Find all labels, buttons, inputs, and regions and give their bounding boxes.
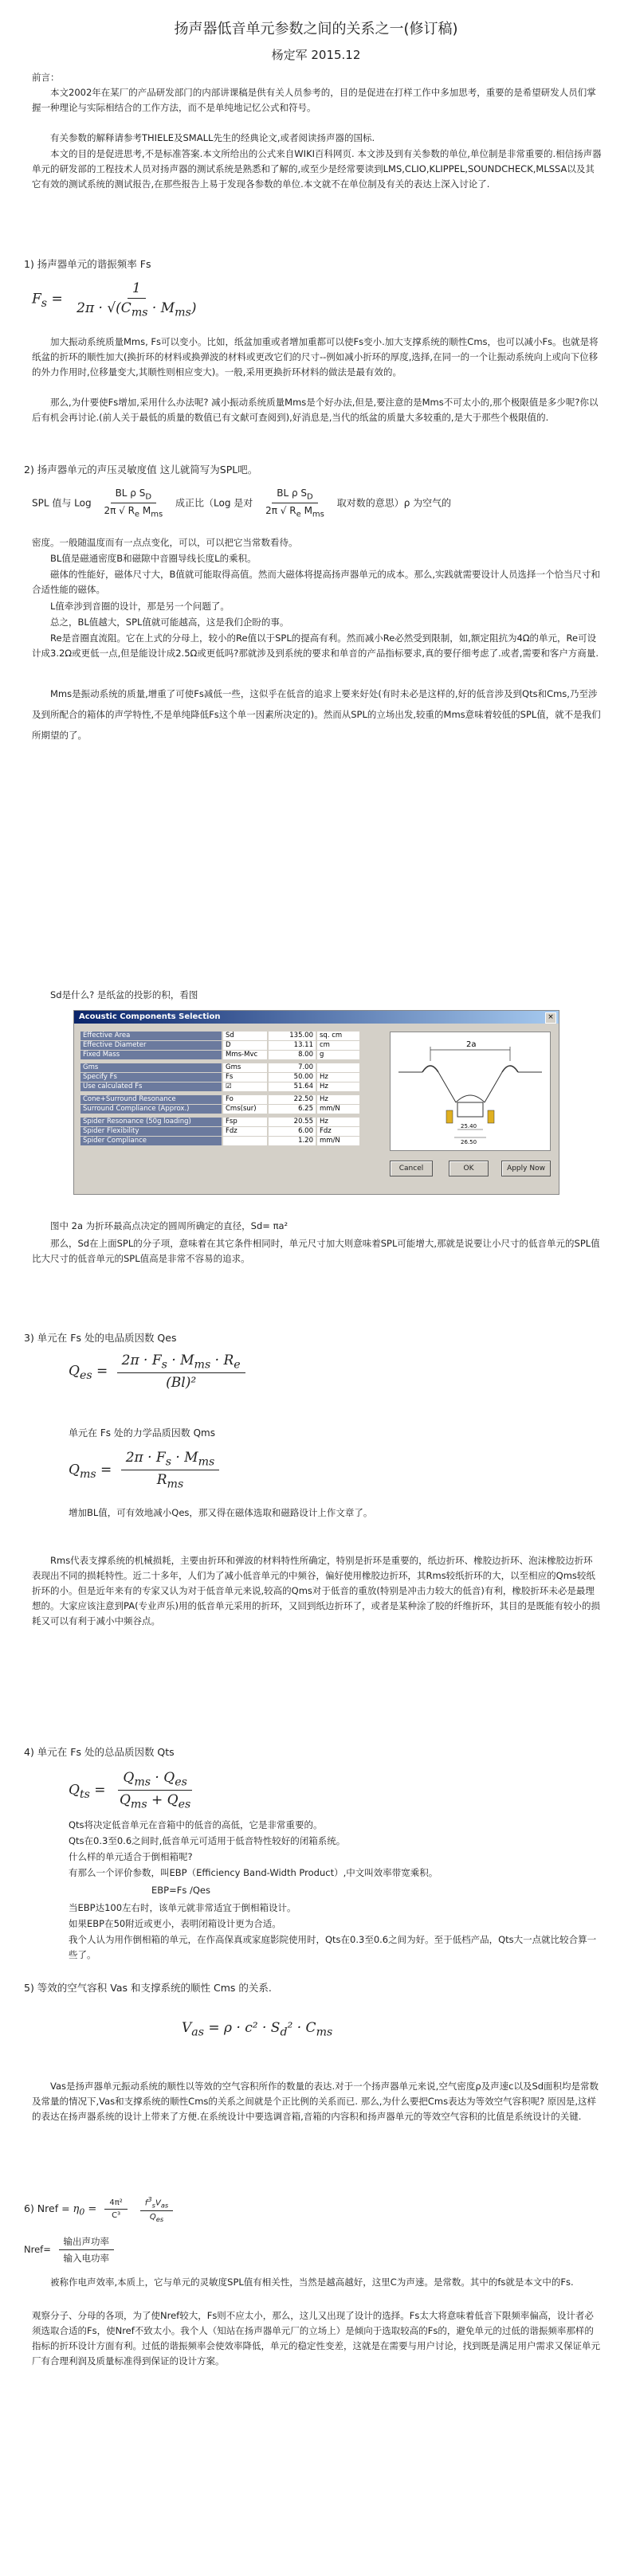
spl-relation: SPL 值与 Log $\frac{BL \rho S_D}{2\pi √ R_e M_{ms}}$ 成正比（Log 是对 $\frac{BL \rho S_D}{2\pi √ R_e M_{ms}}$ 取对数的意思）ρ 为空气的 (32, 487, 452, 519)
section-4-paragraph-3: 什么样的单元适合于倒相箱呢? (69, 1851, 193, 1862)
document-title: 扬声器低音单元参数之间的关系之一(修订稿) (174, 21, 458, 37)
section-3-paragraph-1: 增加BL值，可有效地减小Qes，那又得在磁体选取和磁路设计上作文章了。 (69, 1507, 373, 1518)
section-2-paragraph-7: Mms是振动系统的质量,增重了可使Fs减低一些，这似乎在低音的追求上要来好处(有时未必是这样的,好的低音涉及到Qts和Cms,乃至涉及到所配合的箱体的声学特性,不是单纯降低Fs这个单一因素所决定的)。然而从SPL的立场出发,较重的Mms意味着较低的SPL值，就不是我们所期望的了。 (32, 688, 601, 741)
param-row: Effective Diameter D 13.11 cm (80, 1041, 374, 1050)
section-1-heading: 1) 扬声器单元的谐振频率 Fs (24, 258, 151, 270)
param-row: Spider Resonance (50g loading) Fsp 20.55 Hz (80, 1118, 374, 1126)
fs-formula: $F_s$ = $\frac{1}{2\pi \cdot √(C_{ms} \cdot M_{ms})}$ (32, 280, 197, 319)
apply-now-button[interactable]: Apply Now (501, 1161, 551, 1176)
section-3-heading: 3) 单元在 Fs 处的电品质因数 Qes (24, 1332, 177, 1344)
diagram-label-2a: 2a (466, 1040, 477, 1049)
section-5-paragraph-1: Vas是扬声器单元振动系统的顺性以等效的空气容积所作的数量的表达.对于一个扬声器单元来说,空气密度ρ及声速c以及Sd面积均是常数及常量的情况下,Vas和支撑系统的顺性Cms的关系之间就是个正比例的关系而已. 那么,为什么要把Cms表达为等效空气容积呢? 原因是,这样的表达在扬声器系统的设计上带来了方便.在系统设计中要选调音箱,音箱的内容积和扬声器单元的等效空气容积的比值是系统设计的关键. (32, 2081, 599, 2122)
qts-formula: $Q_{ts}$ = $\frac{Q_{ms} \cdot Q_{es}}{Q_{ms} + Q_{es}}$ (69, 1770, 191, 1811)
qes-formula: $Q_{es}$ = $\frac{2\pi \cdot F_s \cdot M_{ms} \cdot R_e}{\text{(Bl)²}}$ (69, 1353, 250, 1391)
section-2-paragraph-2: BL值是磁通密度B和磁隙中音圈导线长度L的乘积。 (50, 553, 257, 564)
close-icon[interactable]: × (545, 1012, 556, 1024)
qms-formula: $Q_{ms}$ = $\frac{2\pi \cdot F_s \cdot M_{ms}}{R_{ms}}$ (69, 1450, 224, 1491)
section-2-paragraph-4: L值牵涉到音圈的设计，那是另一个问题了。 (50, 601, 230, 612)
diagram-label-25-40: 25.40 (461, 1123, 477, 1129)
intro-paragraph-2: 有关参数的解释请参考THIELE及SMALL先生的经典论文,或者阅读扬声器的国标. (50, 132, 375, 143)
section-4-paragraph-5: 当EBP达100左右时，该单元就非常适宜于倒相箱设计。 (69, 1902, 296, 1913)
ok-button[interactable]: OK (449, 1161, 489, 1176)
section-3-paragraph-2: Rms代表支撑系统的机械损耗，主要由折环和弹波的材料特性所确定，特别是折环是重要的，纸边折环、橡胶边折环、泡沫橡胶边折环表现出不同的损耗特性。近二十多年，人们为了减小低音单元的中频谷，偏好使用橡胶边折环，其Rms较纸折环的大，以至相应的Qms较纸折环的小。但是近年来有的专家又认为对于低音单元来说,较高的Qms对于低音的重放(特别是冲击力较大的低音)有利，橡胶折环未必是最理想的。大家应该注意到PA(专业声乐)用的低音单元采用的折环，又回到纸边折环了，或者是某种涂了胶的纤维折环，其目的是既能有较小的损耗又可以有利于减小中频谷点。 (32, 1555, 601, 1627)
param-row: Specify Fs Fs 50.00 Hz (80, 1073, 374, 1082)
param-row: Cone+Surround Resonance Fo 22.50 Hz (80, 1095, 374, 1104)
intro-heading: 前言： (32, 72, 60, 83)
author-date: 杨定军 2015.12 (271, 48, 361, 62)
section-1-paragraph-1: 加大振动系统质量Mms, Fs可以变小。比如，纸盆加重或者增加重都可以使Fs变小.加大支撑系统的顺性Cms，也可以减小Fs。也就是将纸盆的折环的顺性加大(换折环的材料或换弹波的材料或更改它们的尺寸--例如减小折环的厚度,选择,在同一的一个让振动系统向上或向下位移的外力作用时,位移量变大,其顺性则相应变大)。一般,采用更换折环材料的做法是最有效的。 (32, 336, 599, 378)
section-4-paragraph-2: Qts在0.3至0.6之间时,低音单元可适用于低音特性较好的闭箱系统。 (69, 1835, 346, 1846)
section-2-figure-caption: 图中 2a 为折环最高点决定的圆周所确定的直径，Sd= πa² (50, 1220, 289, 1231)
param-row: Surround Compliance (Approx.) Cms(sur) 6.25 mm/N (80, 1105, 374, 1114)
param-row: Spider Compliance 1.20 mm/N (80, 1137, 374, 1145)
param-row: Spider Flexibility Fdz 6.00 Fdz (80, 1127, 374, 1136)
section-2-heading: 2) 扬声器单元的声压灵敏度值 这儿就简写为SPL吧。 (24, 464, 258, 476)
section-2-paragraph-1: 密度。一般随温度而有一点点变化，可以，可以把它当常数看待。 (32, 537, 298, 548)
section-4-heading: 4) 单元在 Fs 处的总品质因数 Qts (24, 1746, 175, 1758)
qms-heading: 单元在 Fs 处的力学品质因数 Qms (69, 1427, 215, 1439)
cone-cross-section (391, 1032, 550, 1150)
diagram-label-26-50: 26.50 (461, 1139, 477, 1145)
nref-definition: Nref= $\frac{\text{输出声功率}}{\text{输入电功率}}$ (24, 2235, 119, 2265)
section-2-paragraph-9: 那么，Sd在上面SPL的分子项，意味着在其它条件相同时，单元尺寸加大则意味着SPL可能增大,那就是说要让小尺寸的低音单元的SPL值比大尺寸的低音单元的SPL值高是非常不容易的追求。 (32, 1238, 600, 1264)
use-calculated-fs-checkbox[interactable]: ☑ (223, 1082, 267, 1091)
section-2-paragraph-3: 磁体的性能好，磁体尺寸大，B值就可能取得高值。然而大磁体将提高扬声器单元的成本。那么,实践就需要设计人员选择一个恰当尺寸和合适性能的磁体。 (32, 569, 601, 595)
section-4-paragraph-7: 我个人认为用作倒相箱的单元，在作高保真或家庭影院使用时，Qts在0.3至0.6之间为好。至于低档产品，Qts大一点就比较合算一些了。 (69, 1934, 597, 1960)
param-row: Effective Area Sd 135.00 sq. cm (80, 1032, 374, 1040)
section-1-paragraph-2: 那么,为什要使Fs增加,采用什么办法呢? 减小振动系统质量Mms是个好办法,但是,要注意的是Mms不可太小的,那个极限值是多少呢?你以后有机会再讨论.(前人关于最低的质量的数值已有文献可查阅到),好消息是,当代的纸盆的质量大多较重的,是大于那些个极限值的. (32, 397, 599, 423)
section-6-paragraph-2: 观察分子、分母的各项，为了使Nref较大，Fs则不应太小，那么，这儿又出现了设计的选择。Fs太大将意味着低音下限频率偏高，设计者必须选取合适的Fs，使Nref不致太小。我个人（知站在扬声器单元厂的立场上）是倾向于选取较高的Fs的，避免单元的过低的谐振频率那样的指标的折环设计方面有利。过低的谐振频率会使效率降低，单元的稳定性变差，这就是在需要与用户讨论，找到既是满足用户需求又保证单元厂有合理利润及质量标准得到保证的设计方案。 (32, 2310, 600, 2367)
section-2-paragraph-6: Re是音圈直流阻。它在上式的分母上，较小的Re值以于SPL的提高有利。然而减小Re必然受到限制，如,额定阻抗为4Ω的单元，Re可设计成3.2Ω或更低一点,但是能设计成2.5Ω或更低吗?那就涉及到系统的要求和单音的产品指标要求,真的要仔细考虑了.或者,需要和客户方商量. (32, 632, 599, 659)
section-6-paragraph-1: 被称作电声效率,本质上，它与单元的灵敏度SPL值有相关性，当然是越高越好，这里C为声速。是常数。其中的fs就是本文中的Fs. (50, 2277, 574, 2288)
param-row: Use calculated Fs ☑ 51.64 Hz (80, 1082, 374, 1091)
intro-paragraph-1: 本文2002年在某厂的产品研发部门的内部讲课稿是供有关人员参考的，目的是促进在打样工作中多加思考，重要的是希望研发人员们掌握一种理论与实际相结合的工作方法，而不是单纯地记忆公式和符号。 (32, 87, 596, 113)
section-4-paragraph-1: Qts将决定低音单元在音箱中的低音的高低，它是非常重要的。 (69, 1819, 323, 1830)
acoustic-components-dialog (73, 1010, 559, 1195)
section-4-paragraph-6: 如果EBP在50附近或更小，表明闭箱设计更为合适。 (69, 1918, 281, 1929)
section-2-paragraph-8: Sd是什么? 是纸盆的投影的积，看图 (50, 989, 198, 1000)
parameter-table (80, 1032, 374, 1146)
vas-formula: $V_{as} = \rho \cdot c^2 \cdot S_d^2 \cdot C_{ms}$ (182, 2020, 333, 2039)
cancel-button[interactable]: Cancel (390, 1161, 433, 1176)
dialog-title: Acoustic Components Selection (74, 1011, 559, 1024)
section-2-paragraph-5: 总之，BL值越大，SPL值就可能越高，这是我们企盼的事。 (50, 617, 289, 628)
ebp-formula: EBP=Fs /Qes (151, 1885, 210, 1896)
section-5-heading: 5) 等效的空气容积 Vas 和支撑系统的顺性 Cms 的关系. (24, 1982, 272, 1994)
section-4-paragraph-4: 有那么一个评价参数，叫EBP（Efficiency Band-Width Product）,中文叫效率带宽乘积。 (69, 1867, 438, 1878)
section-6-heading: 6) Nref = $\eta_0$ = $\frac{\text{4π²}}{\text{C³}}$ $\frac{f^3_sV_{as}}{Q_{es}}$ (24, 2195, 178, 2223)
intro-paragraph-3: 本文的目的是促进思考,不是标准答案.本文所给出的公式来自WIKI百科网页. 本文涉及到有关参数的单位,单位制是非常重要的.相信扬声器单元的研发部的工程技术人员对扬声器的测试系统是熟悉和了解的,或至少是经常要读到LMS,CLIO,KLIPPEL,SOUNDCHECK,MLSSA以及其它有效的测试系统的测试报告,在那些报告上易于发现各参数的单位.本文就不在单位制及有关的表达上深入讨论了. (32, 148, 602, 190)
cone-diagram (390, 1032, 551, 1151)
param-row: Fixed Mass Mms-Mvc 8.00 g (80, 1051, 374, 1059)
param-row: Gms Gms 7.00 (80, 1063, 374, 1072)
